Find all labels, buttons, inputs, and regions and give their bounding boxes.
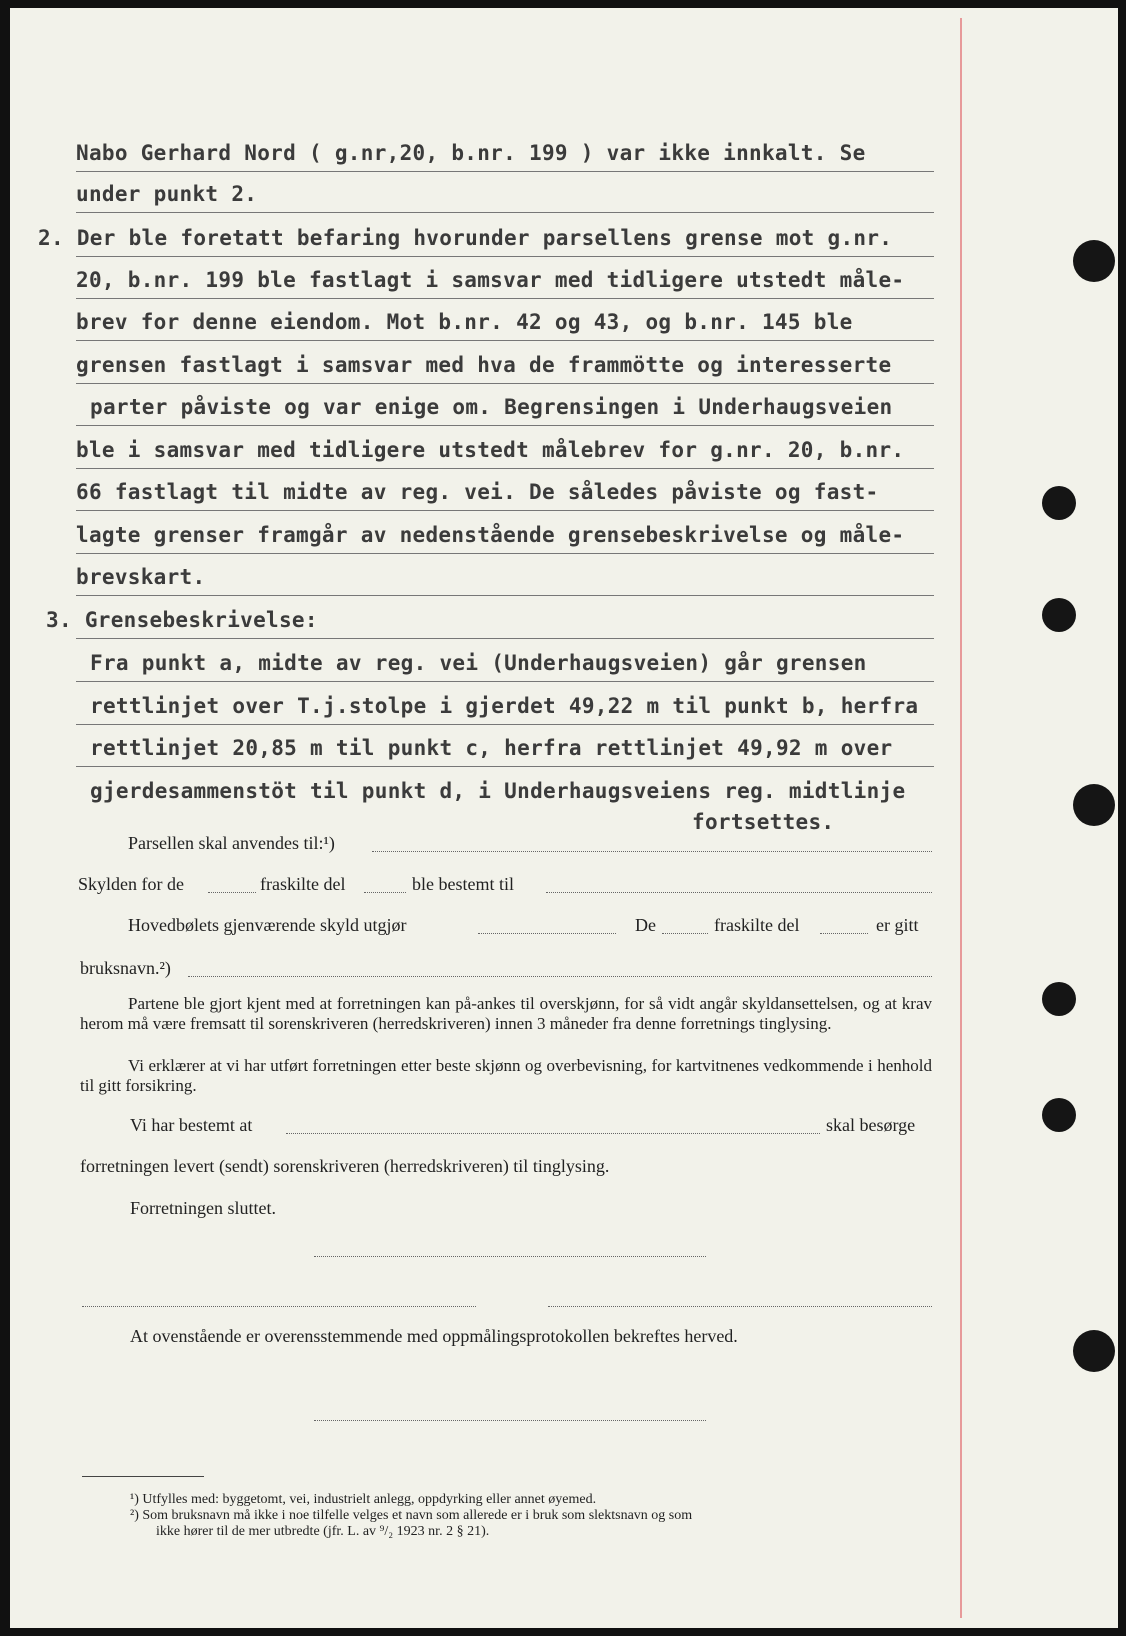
- declaration-paragraph: [80, 1056, 932, 1096]
- ruled-line: [76, 298, 934, 299]
- ruled-line: [76, 468, 934, 469]
- binder-hole-icon: [1042, 598, 1076, 632]
- ruled-line: [76, 383, 934, 384]
- ruled-line: [76, 638, 934, 639]
- typed-line: 20, b.nr. 199 ble fastlagt i samsvar med tidligere utstedt måle-: [76, 268, 905, 292]
- ruled-line: [76, 171, 934, 172]
- signature-line: [314, 1420, 706, 1421]
- ruled-line: [76, 553, 934, 554]
- typed-line: grensen fastlagt i samsvar med hva de frammötte og interesserte: [76, 353, 892, 377]
- binder-hole-icon: [1042, 982, 1076, 1016]
- ruled-line: [76, 340, 934, 341]
- confirmation-text: At ovenstående er overensstemmende med oppmålingsprotokollen bekreftes herved.: [130, 1326, 738, 1346]
- footnote-1: ¹) Utfylles med: byggetomt, vei, industrielt anlegg, oppdyrking eller annet øyemed.: [130, 1492, 597, 1507]
- typed-line: Nabo Gerhard Nord ( g.nr,20, b.nr. 199 ) var ikke innkalt. Se: [76, 141, 866, 165]
- appeal-text: Partene ble gjort kjent med at forretningen kan på-ankes til overskjønn, for så vidt angår skyldansettelsen, og at krav herom må være fremsatt til sorenskriveren (herredskriveren) innen 3 måneder fra denne forretnings tinglysing.: [80, 994, 932, 1033]
- typed-line: parter påviste og var enige om. Begrensingen i Underhaugsveien: [90, 395, 893, 419]
- ruled-line: [76, 595, 934, 596]
- section-heading: 3. Grensebeskrivelse:: [46, 608, 318, 632]
- ruled-line: [76, 681, 934, 682]
- ruled-line: [76, 510, 934, 511]
- form-label: Skylden for de: [78, 874, 184, 894]
- red-margin-line: [960, 18, 962, 1618]
- typed-line: 66 fastlagt til midte av reg. vei. De således påviste og fast-: [76, 480, 879, 504]
- typed-line: gjerdesammenstöt til punkt d, i Underhaugsveiens reg. midtlinje: [90, 779, 906, 803]
- fill-in-line: [820, 933, 868, 934]
- footnote-separator: [82, 1476, 204, 1477]
- form-label: Hovedbølets gjenværende skyld utgjør: [128, 915, 407, 935]
- document-page: [10, 8, 1118, 1628]
- typed-line: under punkt 2.: [76, 182, 258, 206]
- appeal-paragraph: [80, 994, 932, 1034]
- fill-in-line: [364, 892, 406, 893]
- ruled-line: [76, 212, 934, 213]
- form-label: Forretningen sluttet.: [130, 1198, 276, 1218]
- ruled-line: [76, 766, 934, 767]
- binder-hole-icon: [1073, 1330, 1115, 1372]
- typed-line: brevskart.: [76, 565, 206, 589]
- fill-in-line: [478, 933, 616, 934]
- binder-hole-icon: [1042, 486, 1076, 520]
- fill-in-line: [188, 976, 932, 977]
- form-label: De: [635, 915, 656, 935]
- footnotes: [130, 1492, 940, 1540]
- typed-line: rettlinjet over T.j.stolpe i gjerdet 49,22 m til punkt b, herfra: [90, 694, 919, 718]
- fill-in-line: [662, 933, 708, 934]
- typed-line: fortsettes.: [692, 810, 835, 834]
- binder-hole-icon: [1042, 1098, 1076, 1132]
- form-label: Parsellen skal anvendes til:¹): [128, 833, 335, 853]
- typed-line: brev for denne eiendom. Mot b.nr. 42 og 43, og b.nr. 145 ble: [76, 310, 853, 334]
- form-label: fraskilte del: [260, 874, 346, 894]
- typed-line: lagte grenser framgår av nedenstående grensebeskrivelse og måle-: [76, 523, 905, 547]
- typed-line: ble i samsvar med tidligere utstedt målebrev for g.nr. 20, b.nr.: [76, 438, 905, 462]
- signature-line: [548, 1306, 932, 1307]
- ruled-line: [76, 724, 934, 725]
- binder-hole-icon: [1073, 240, 1115, 282]
- footnote-2-continued: ikke hører til de mer utbredte (jfr. L. av ⁹/₂ 1923 nr. 2 § 21).: [156, 1524, 490, 1539]
- signature-line: [314, 1256, 706, 1257]
- signature-line: [82, 1306, 476, 1307]
- declaration-text: Vi erklærer at vi har utført forretningen etter beste skjønn og overbevisning, for kartvitnenes vedkommende i henhold til gitt forsikring.: [80, 1056, 932, 1095]
- form-label: Vi har bestemt at: [130, 1115, 253, 1135]
- ruled-line: [76, 425, 934, 426]
- form-label: fraskilte del: [714, 915, 800, 935]
- form-label: bruksnavn.²): [80, 958, 171, 978]
- form-label: ble bestemt til: [412, 874, 514, 894]
- form-label: skal besørge: [826, 1115, 916, 1135]
- typed-line: 2. Der ble foretatt befaring hvorunder parsellens grense mot g.nr.: [38, 226, 893, 250]
- fill-in-line: [286, 1133, 820, 1134]
- fill-in-line: [546, 892, 932, 893]
- footnote-2: ²) Som bruksnavn må ikke i noe tilfelle velges et navn som allerede er i bruk som slektsnavn og som: [130, 1508, 693, 1523]
- fill-in-line: [208, 892, 256, 893]
- typed-line: Fra punkt a, midte av reg. vei (Underhaugsveien) går grensen: [90, 651, 867, 675]
- form-label: er gitt: [876, 915, 919, 935]
- form-label: forretningen levert (sendt) sorenskriveren (herredskriveren) til tinglysing.: [80, 1156, 610, 1176]
- ruled-line: [76, 256, 934, 257]
- typed-line: rettlinjet 20,85 m til punkt c, herfra rettlinjet 49,92 m over: [90, 736, 893, 760]
- fill-in-line: [372, 851, 932, 852]
- binder-hole-icon: [1073, 784, 1115, 826]
